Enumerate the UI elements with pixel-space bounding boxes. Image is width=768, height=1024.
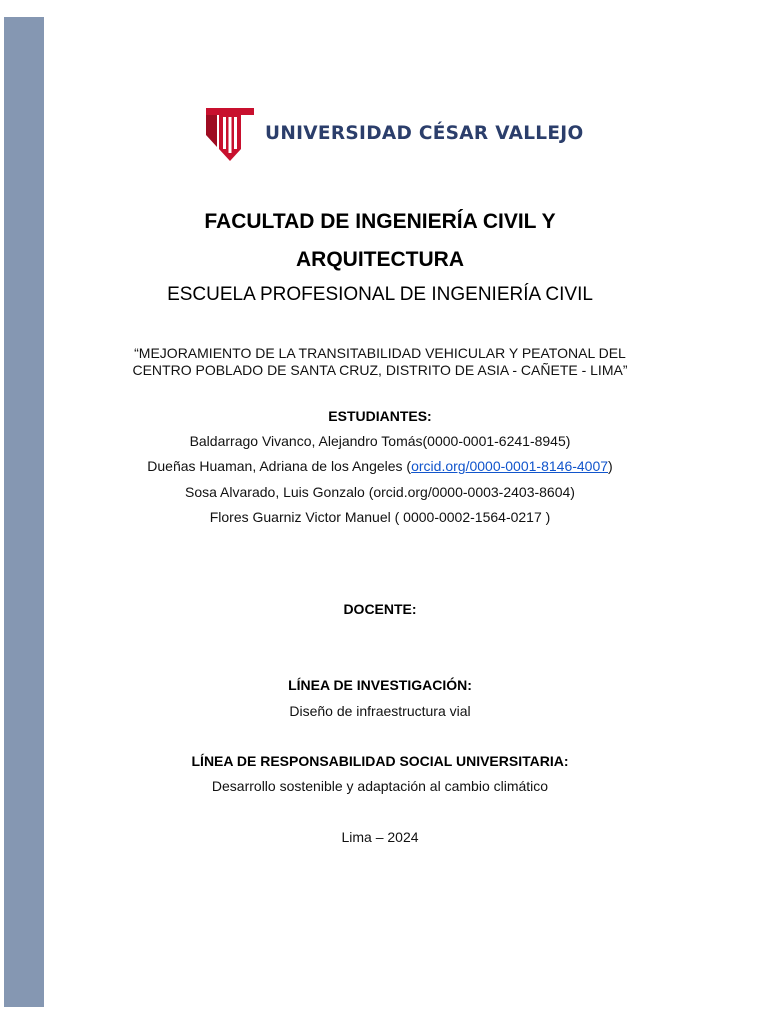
thesis-title-line-2: CENTRO POBLADO DE SANTA CRUZ, DISTRITO DE ASIA - CAÑETE - LIMA” bbox=[132, 362, 628, 378]
advisor-heading: DOCENTE: bbox=[343, 601, 417, 617]
faculty-title-line-1: FACULTAD DE INGENIERÍA CIVIL Y bbox=[204, 210, 556, 233]
university-name: UNIVERSIDAD CÉSAR VALLEJO bbox=[265, 122, 584, 144]
side-color-bar bbox=[4, 17, 44, 1007]
student-entry: Baldarrago Vivanco, Alejandro Tomás(0000-0001-6241-8945) bbox=[189, 433, 571, 449]
research-line-value: Diseño de infraestructura vial bbox=[289, 703, 471, 719]
university-crest-icon bbox=[205, 105, 255, 161]
faculty-title bbox=[60, 203, 700, 279]
student-entry-suffix: ) bbox=[608, 458, 613, 474]
social-responsibility-heading: LÍNEA DE RESPONSABILIDAD SOCIAL UNIVERSITARIA: bbox=[191, 753, 569, 769]
university-logo bbox=[205, 104, 584, 162]
student-entry bbox=[60, 457, 700, 475]
place-and-date: Lima – 2024 bbox=[341, 829, 419, 845]
student-entry: Flores Guarniz Victor Manuel ( 0000-0002-1564-0217 ) bbox=[209, 509, 551, 525]
social-responsibility-value: Desarrollo sostenible y adaptación al cambio climático bbox=[211, 778, 549, 794]
students-heading: ESTUDIANTES: bbox=[328, 408, 432, 424]
student-entry-name: Dueñas Huaman, Adriana de los Angeles ( bbox=[147, 458, 412, 474]
school-name: ESCUELA PROFESIONAL DE INGENIERÍA CIVIL bbox=[167, 284, 593, 305]
student-entry: Sosa Alvarado, Luis Gonzalo (orcid.org/0000-0003-2403-8604) bbox=[185, 484, 575, 500]
orcid-link[interactable]: orcid.org/0000-0001-8146-4007 bbox=[411, 458, 609, 474]
thesis-title bbox=[60, 345, 700, 379]
research-line-heading: LÍNEA DE INVESTIGACIÓN: bbox=[288, 677, 472, 693]
faculty-title-line-2: ARQUITECTURA bbox=[296, 248, 464, 271]
thesis-title-line-1: “MEJORAMIENTO DE LA TRANSITABILIDAD VEHICULAR Y PEATONAL DEL bbox=[134, 345, 626, 361]
